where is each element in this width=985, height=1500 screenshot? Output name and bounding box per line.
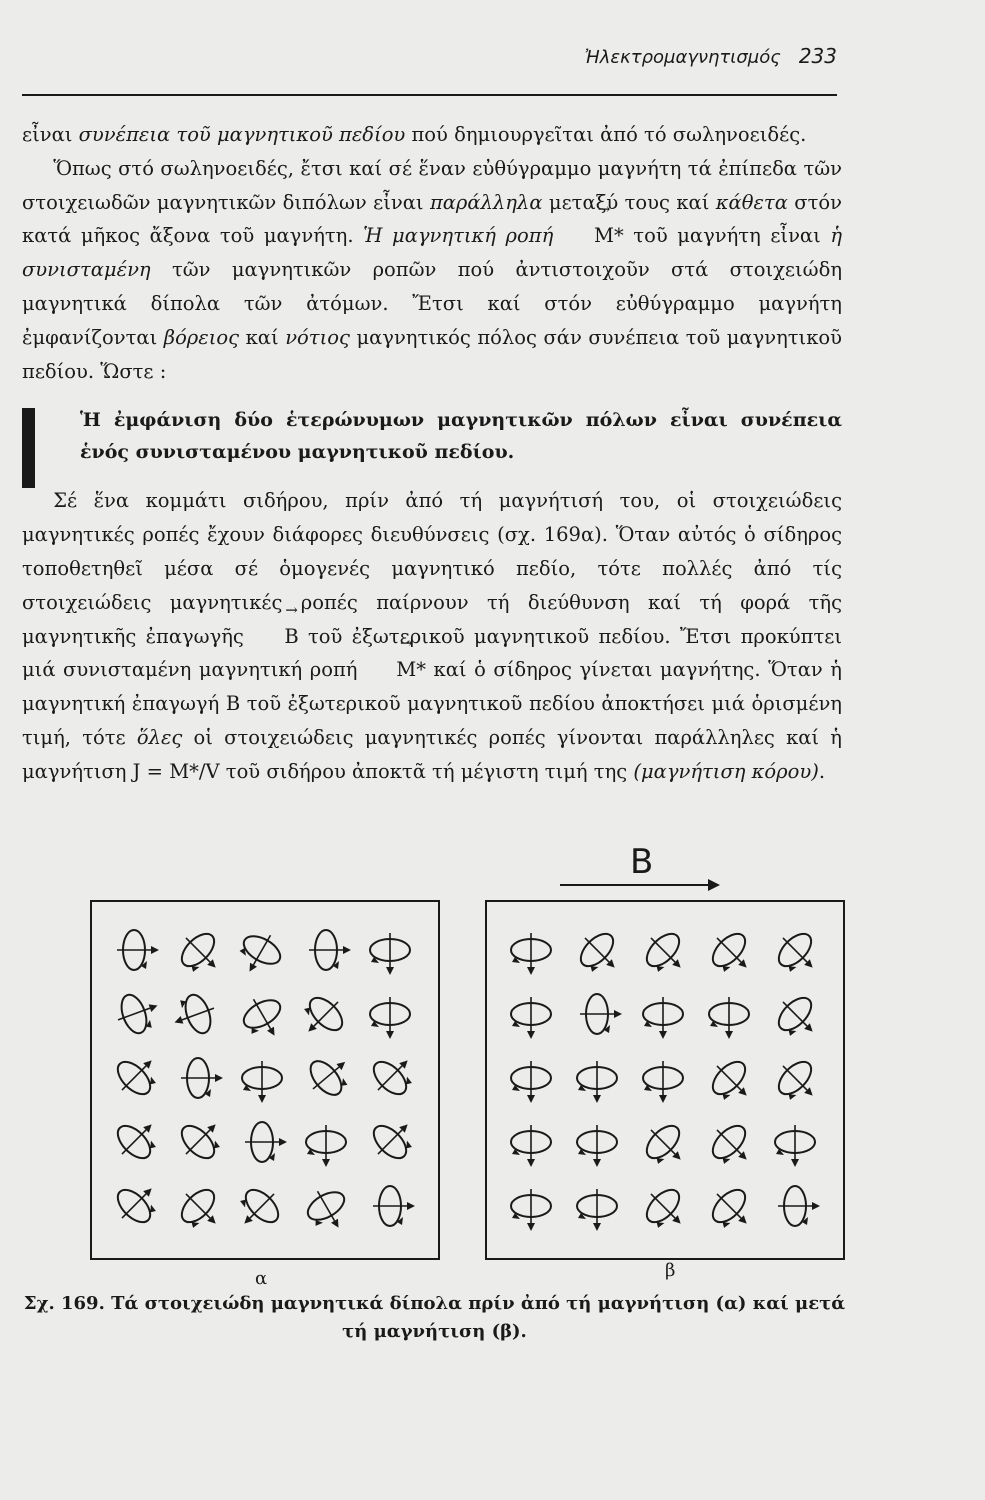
dipole-icon bbox=[765, 1048, 825, 1108]
dipole-icon bbox=[501, 1176, 561, 1236]
dipole-icon bbox=[501, 984, 561, 1044]
dipole-icon bbox=[765, 1112, 825, 1172]
dipole-icon bbox=[168, 1176, 228, 1236]
dipole-icon bbox=[765, 1176, 825, 1236]
header-rule bbox=[22, 94, 837, 96]
dipole-icon bbox=[567, 920, 627, 980]
text-run: μεταξύ τους καί bbox=[542, 190, 716, 214]
text-run: * τοῦ μαγνήτη εἶναι bbox=[613, 224, 831, 248]
rule-text: Ἡ ἐμφάνιση δύο ἑτερώνυμων μαγνητικῶν πόλων εἶναι συνέπεια ἑνός συνισταμένου μαγνητικοῦ πεδίου. bbox=[80, 409, 842, 464]
dipole-icon bbox=[232, 1048, 292, 1108]
dipole-icon bbox=[360, 920, 420, 980]
label-b: β bbox=[665, 1260, 676, 1281]
emphasis: συνέπεια τοῦ μαγνητικοῦ πεδίου bbox=[78, 123, 406, 146]
vector-M: → M bbox=[563, 219, 614, 253]
dipole-icon bbox=[360, 1048, 420, 1108]
vector-B: → B bbox=[253, 620, 299, 654]
paragraph-2 bbox=[22, 152, 842, 389]
dipole-icon bbox=[699, 1112, 759, 1172]
dipole-icon bbox=[360, 1112, 420, 1172]
dipole-icon bbox=[633, 1048, 693, 1108]
running-header bbox=[22, 44, 837, 68]
dipole-icon bbox=[296, 1112, 356, 1172]
figure-caption: Σχ. 169. Τά στοιχειώδη μαγνητικά δίπολα πρίν ἀπό τή μαγνήτιση (α) καί μετά τή μαγνήτιση (β). bbox=[23, 1293, 846, 1342]
text-run: μαγνητικός πόλος σάν συνέπεια τοῦ μαγνητικοῦ πεδίου. Ὥστε : bbox=[22, 325, 842, 383]
dipole-icon bbox=[699, 920, 759, 980]
dipole-icon bbox=[168, 1048, 228, 1108]
dipole-icon bbox=[104, 1048, 164, 1108]
dipole-icon bbox=[567, 1112, 627, 1172]
emphasis: παράλληλα bbox=[429, 190, 543, 214]
body-text bbox=[22, 118, 842, 789]
dipole-icon bbox=[360, 984, 420, 1044]
dipole-icon bbox=[296, 1176, 356, 1236]
field-label-B: B bbox=[630, 842, 654, 882]
paragraph-1 bbox=[22, 118, 842, 152]
emphasis: Ἡ μαγνητική ροπή bbox=[363, 224, 554, 248]
highlighted-rule bbox=[22, 404, 842, 468]
emphasis: κάθετα bbox=[715, 190, 788, 214]
dipole-icon bbox=[296, 920, 356, 980]
emphasis: ἡ συνισταμένη bbox=[22, 224, 842, 282]
text-run: Σέ ἕνα κομμάτι σιδήρου, πρίν ἀπό τή μαγνήτισή του, οἱ στοιχειώδεις μαγνητικές ροπές ἔχουν διάφορες διευθύνσεις (σχ. 169α). Ὅταν αὐτός ὁ σίδηρος τοποθετηθεῖ μέσα σέ ὁμογενές μαγνητικό πεδίο, τότε πολλές ἀπό τίς στοιχειώδεις μαγνητικές ροπές παίρνουν τή διεύθυνση καί τή φορά τῆς μαγνητικῆς ἐπαγωγῆς bbox=[22, 489, 842, 648]
field-arrow-icon bbox=[560, 878, 720, 892]
text-run: Ὅπως στό σωληνοειδές, ἔτσι καί σέ ἕναν εὐθύγραμμο μαγνήτη τά ἐπίπεδα τῶν στοιχειωδῶν μαγνητικῶν διπόλων εἶναι bbox=[22, 156, 842, 214]
emphasis: ὅλες bbox=[136, 725, 183, 749]
dipole-icon bbox=[232, 1112, 292, 1172]
dipole-icon bbox=[765, 920, 825, 980]
dipole-icon bbox=[296, 984, 356, 1044]
dipole-icon bbox=[633, 920, 693, 980]
dipole-icon bbox=[104, 984, 164, 1044]
dipole-icon bbox=[501, 920, 561, 980]
dipole-icon bbox=[699, 1048, 759, 1108]
text-run: τῶν μαγνητικῶν ροπῶν πού ἀντιστοιχοῦν στά στοιχειώδη μαγνητικά δίπολα τῶν ἀτόμων. Ἔτσι καί στόν εὐθύγραμμο μαγνήτη ἐμφανίζονται bbox=[22, 258, 842, 349]
dipole-icon bbox=[699, 1176, 759, 1236]
emphasis: νότιος bbox=[285, 325, 350, 349]
paragraph-3 bbox=[22, 484, 842, 788]
emphasis: βόρειος bbox=[163, 325, 240, 349]
text-run: * καί ὁ σίδηρος γίνεται μαγνήτης. Ὅταν ἡ μαγνητική ἐπαγωγή B τοῦ ἐξωτερικοῦ μαγνητικοῦ πεδίου ἀποκτήσει μιά ὁρισμένη τιμή, τότε bbox=[22, 658, 842, 749]
text-run: καί bbox=[239, 325, 286, 349]
panel-a-unmagnetized bbox=[90, 900, 440, 1260]
dipole-icon bbox=[567, 984, 627, 1044]
dipole-icon bbox=[168, 920, 228, 980]
dipole-icon bbox=[104, 1112, 164, 1172]
dipole-icon bbox=[232, 920, 292, 980]
text-run: . bbox=[818, 759, 826, 783]
text-run: πού δημιουργεῖται ἀπό τό σωληνοειδές. bbox=[405, 123, 807, 146]
text-run: τοῦ ἐξωτερικοῦ μαγνητικοῦ πεδίου. Ἔτσι προκύπτει μιά συνισταμένη μαγνητική ροπή bbox=[22, 624, 843, 682]
text-run: στόν κατά μῆκος ἄξονα τοῦ μαγνήτη. bbox=[22, 190, 842, 248]
emphasis: (μαγνήτιση κόρου) bbox=[633, 759, 819, 783]
rule-marker-bar bbox=[22, 408, 35, 488]
dipole-icon bbox=[232, 984, 292, 1044]
dipole-icon bbox=[765, 984, 825, 1044]
dipole-icon bbox=[633, 1176, 693, 1236]
dipole-icon bbox=[104, 1176, 164, 1236]
dipole-icon bbox=[232, 1176, 292, 1236]
chapter-title: Ἠλεκτρομαγνητισμός bbox=[584, 47, 781, 68]
dipole-icon bbox=[168, 1112, 228, 1172]
text-run: εἶναι bbox=[22, 123, 79, 146]
label-a: α bbox=[255, 1268, 268, 1289]
dipole-icon bbox=[699, 984, 759, 1044]
dipole-icon bbox=[501, 1048, 561, 1108]
text-run: οἱ στοιχειώδεις μαγνητικές ροπές γίνονται παράλληλες καί ἡ μαγνήτιση J = M*/V τοῦ σιδήρου ἀποκτᾶ τή μέγιστη τιμή της bbox=[22, 725, 842, 783]
dipole-icon bbox=[168, 984, 228, 1044]
dipole-icon bbox=[567, 1048, 627, 1108]
dipole-icon bbox=[633, 1112, 693, 1172]
panel-b-magnetized bbox=[485, 900, 845, 1260]
page-number: 233 bbox=[798, 44, 837, 68]
dipole-icon bbox=[633, 984, 693, 1044]
vector-M: → M bbox=[365, 653, 416, 687]
dipole-icon bbox=[360, 1176, 420, 1236]
dipole-icon bbox=[501, 1112, 561, 1172]
dipole-icon bbox=[296, 1048, 356, 1108]
dipole-icon bbox=[104, 920, 164, 980]
dipole-icon bbox=[567, 1176, 627, 1236]
